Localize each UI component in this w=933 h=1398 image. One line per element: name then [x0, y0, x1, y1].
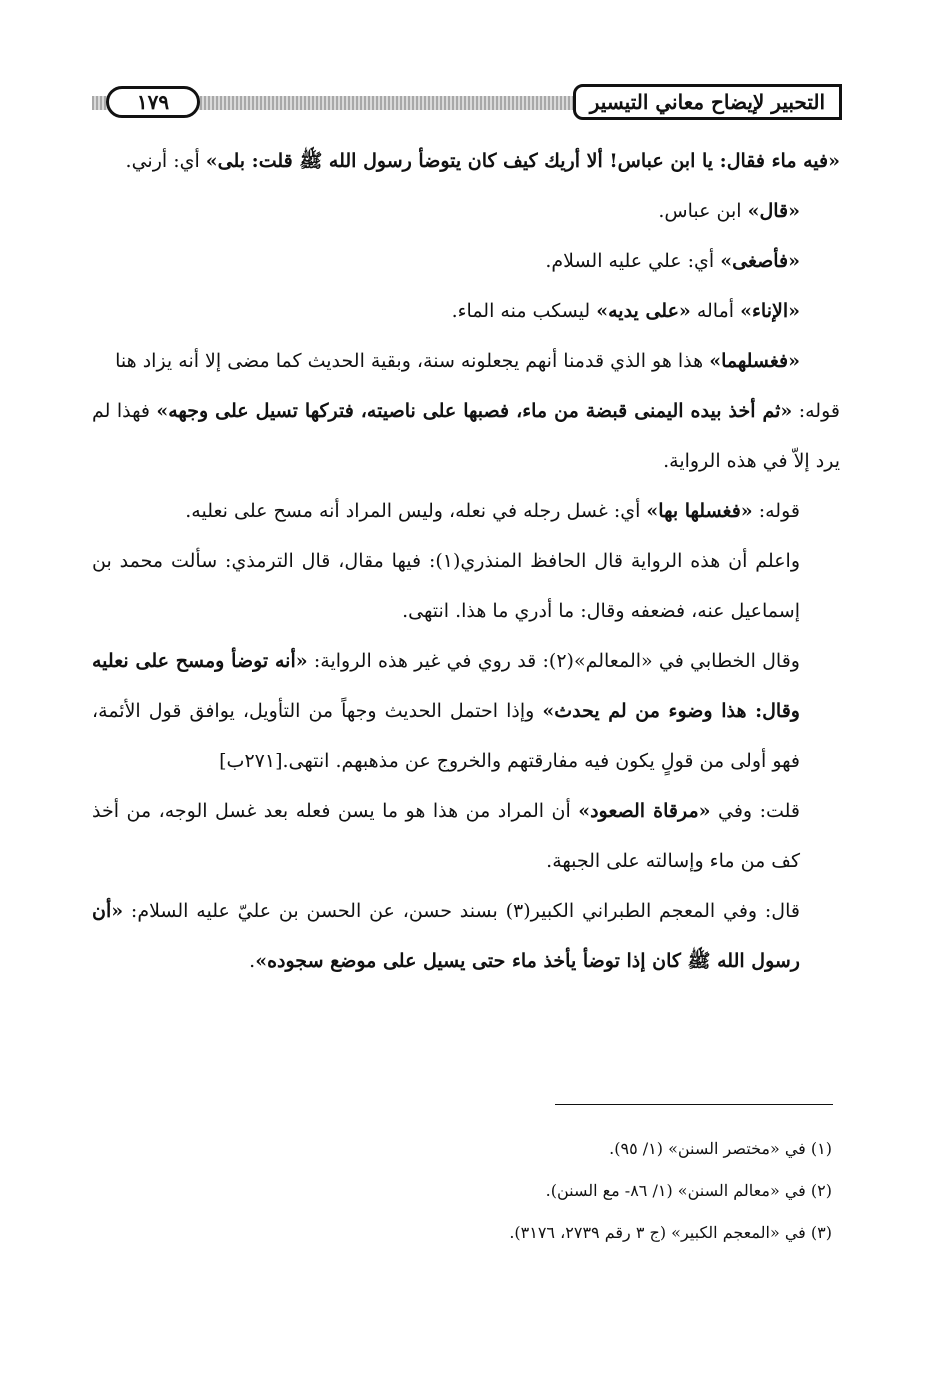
quote: «الإناء»: [740, 300, 800, 322]
text: أن المراد من هذا هو ما يسن فعله بعد غسل الوجه، من أخذ كف من ماء وإسالته على الجبهة.: [92, 800, 800, 872]
paragraph-5: [92, 336, 840, 386]
quote: «فأصغى»: [720, 250, 800, 272]
text: ليسكب منه الماء.: [451, 300, 597, 322]
text: هذا هو الذي قدمنا أنهم يجعلونه سنة، وبقية الحديث كما مضى إلا أنه يزاد هنا: [115, 350, 710, 372]
footnote-3: (٣) في «المعجم الكبير» (ج ٣ رقم ٢٧٣٩، ٣١٧٦).: [509, 1223, 832, 1242]
paragraph-10: [92, 786, 840, 886]
page-header: [92, 84, 842, 124]
page-number: ١٧٩: [106, 86, 200, 118]
quote: «ثم أخذ بيده اليمنى قبضة من ماء، فصبها على ناصيته، فتركها تسيل على وجهه»: [156, 400, 793, 422]
text: وقال الخطابي في «المعالم»(٢): قد روي في غير هذه الرواية:: [307, 650, 800, 672]
quote: «فغسلها بها»: [646, 500, 753, 522]
footnote-1: (١) في «مختصر السنن» (١/ ٩٥).: [609, 1139, 832, 1158]
text: أي: أرني.: [125, 150, 206, 172]
text: أماله: [690, 300, 741, 322]
text: ابن عباس.: [658, 200, 748, 222]
paragraph-11: [92, 886, 840, 986]
paragraph-2: [92, 186, 840, 236]
text: قوله:: [752, 500, 800, 522]
quote: «فغسلهما»: [709, 350, 800, 372]
text: أي: غسل رجله في نعله، وليس المراد أنه مسح على نعليه.: [185, 500, 647, 522]
book-title: التحبير لإيضاح معاني التيسير: [573, 84, 842, 120]
quote: «أنه توضأ ومسح على نعليه وقال: هذا وضوء من لم يحدث»: [92, 650, 800, 722]
main-text: [92, 136, 840, 986]
quote: «أن رسول الله ﷺ كان إذا توضأ يأخذ ماء حتى يسيل على موضع سجوده»: [92, 900, 800, 972]
text: قلت: وفي: [710, 800, 801, 822]
text: أي: علي عليه السلام.: [545, 250, 721, 272]
text: قوله:: [792, 400, 840, 422]
paragraph-3: [92, 236, 840, 286]
quote: «قال»: [747, 200, 800, 222]
footnote-2: (٢) في «معالم السنن» (١/ ٨٦- مع السنن).: [545, 1181, 832, 1200]
footnote-divider: [555, 1104, 833, 1105]
paragraph-4: [92, 286, 840, 336]
paragraph-8: واعلم أن هذه الرواية قال الحافظ المنذري(١): فيها مقال، قال الترمذي: سألت محمد بن إسماعيل عنه، فضعفه وقال: ما أدري ما هذا. انتهى.: [92, 550, 800, 622]
text: قال: وفي المعجم الطبراني الكبير(٣) بسند حسن، عن الحسن بن عليّ عليه السلام:: [123, 900, 800, 922]
footnotes: [92, 1128, 832, 1254]
quote: «فيه ماء فقال: يا ابن عباس! ألا أريك كيف كان يتوضأ رسول الله ﷺ قلت: بلى»: [205, 150, 840, 172]
text: وإذا احتمل الحديث وجهاً من التأويل، يوافق قول الأئمة، فهو أولى من قولٍ يكون فيه مفارقتهم والخروج عن مذهبهم. انتهى.[٢٧١ب]: [92, 700, 800, 772]
paragraph-6: [92, 386, 840, 486]
paragraph-7: [92, 486, 840, 536]
paragraph-1: [92, 136, 840, 186]
quote: «على يديه»: [596, 300, 691, 322]
quote: «مرقاة الصعود»: [578, 800, 711, 822]
paragraph-9: [92, 636, 840, 786]
text: .: [249, 950, 256, 972]
text: فهذا لم يرد إلاّ في هذه الرواية.: [92, 400, 840, 472]
